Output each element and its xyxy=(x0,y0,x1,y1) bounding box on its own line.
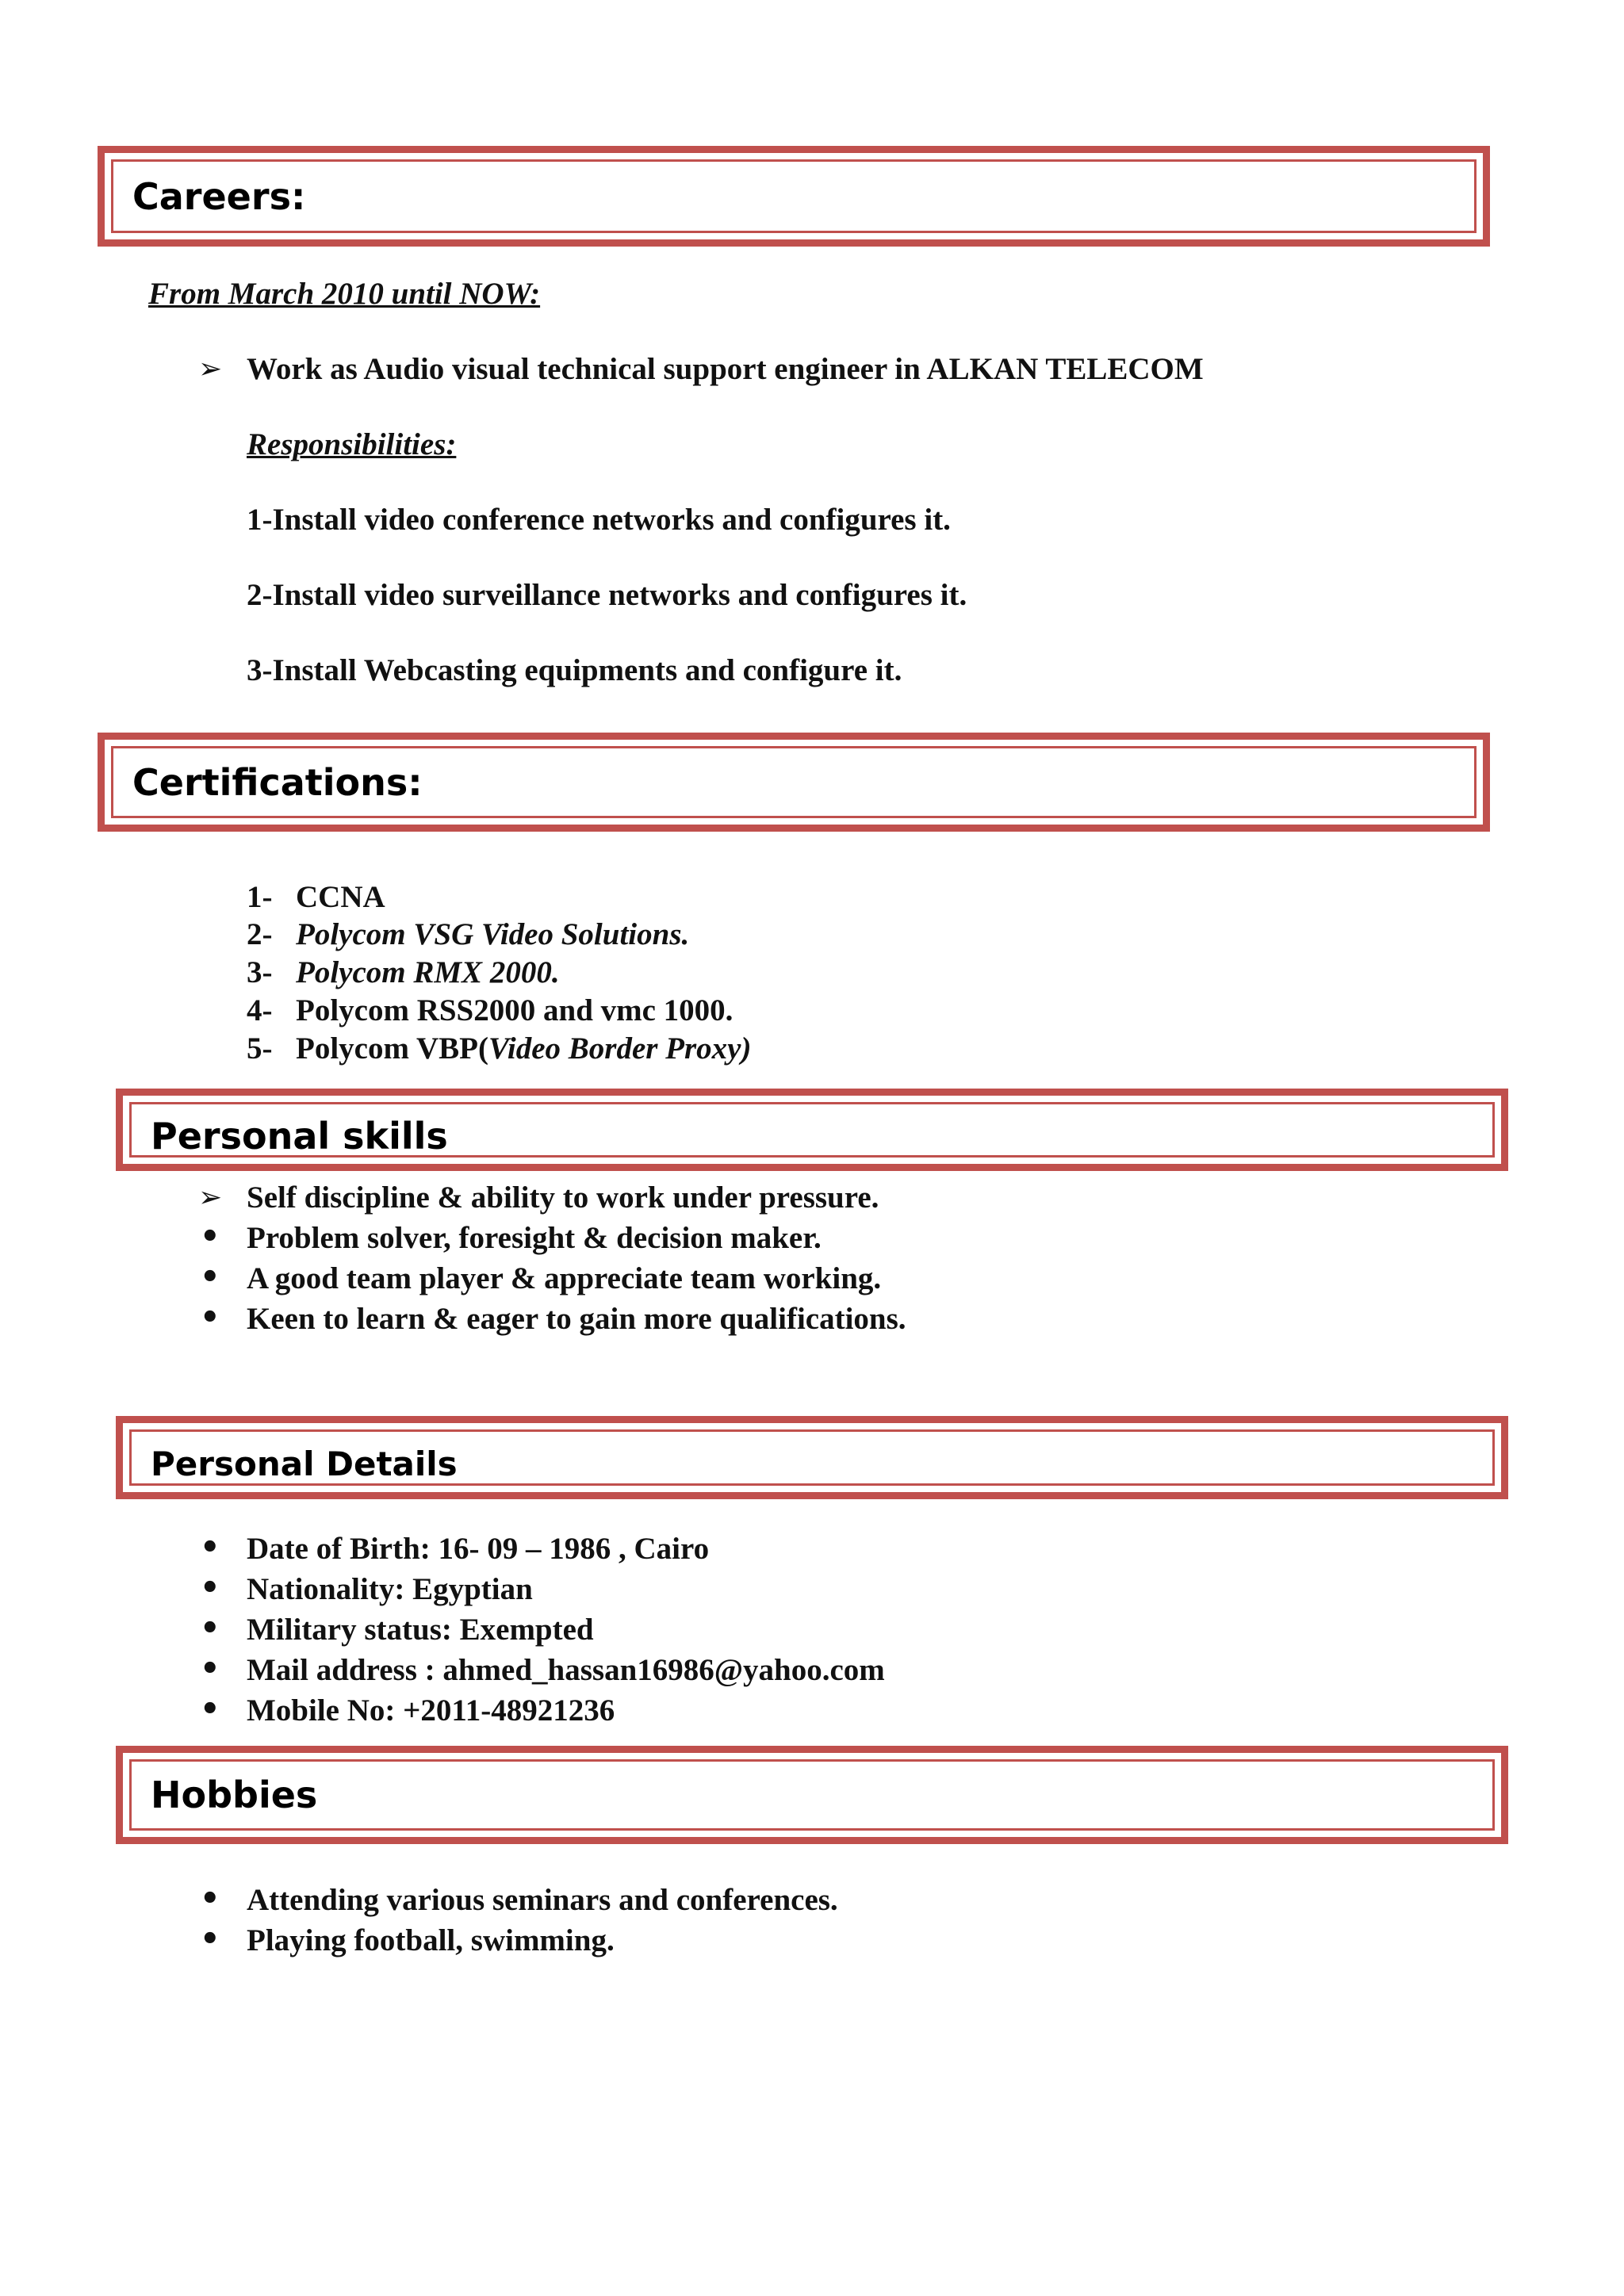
bullet-icon: • xyxy=(200,1259,220,1295)
skill-item: A good team player & appreciate team working. xyxy=(247,1261,882,1295)
cert-number: 3- xyxy=(247,955,273,989)
bullet-icon: • xyxy=(200,1921,220,1957)
arrow-bullet-icon: ➢ xyxy=(198,1181,223,1214)
responsibility-item: 1-Install video conference networks and configures it. xyxy=(247,503,951,537)
detail-item: Mobile No: +2011-48921236 xyxy=(247,1693,615,1728)
detail-item: Mail address : ahmed_hassan16986@yahoo.com xyxy=(247,1653,885,1687)
bullet-icon: • xyxy=(200,1219,220,1255)
skill-item: Self discipline & ability to work under pressure. xyxy=(247,1181,879,1215)
details-header-box xyxy=(116,1416,1508,1499)
cert-number: 2- xyxy=(247,917,273,951)
cert-item-part: Polycom VBP( xyxy=(296,1031,488,1066)
detail-item: Date of Birth: 16- 09 – 1986 , Cairo xyxy=(247,1532,710,1566)
responsibility-item: 2-Install video surveillance networks and configures it. xyxy=(247,578,967,612)
cert-item xyxy=(296,1031,751,1066)
cert-item: Polycom RSS2000 and vmc 1000. xyxy=(296,993,733,1027)
bullet-icon: • xyxy=(200,1651,220,1687)
skill-item: Keen to learn & eager to gain more qualifications. xyxy=(247,1302,906,1336)
bullet-icon: • xyxy=(200,1881,220,1917)
bullet-icon: • xyxy=(200,1299,220,1336)
cert-item: Polycom RMX 2000. xyxy=(296,955,560,989)
bullet-icon: • xyxy=(200,1610,220,1647)
responsibilities-heading: Responsibilities: xyxy=(247,427,457,461)
arrow-bullet-icon: ➢ xyxy=(198,353,223,385)
certifications-header-box xyxy=(98,733,1490,832)
skills-header-box xyxy=(116,1089,1508,1171)
careers-heading: Careers: xyxy=(132,174,306,218)
detail-item: Nationality: Egyptian xyxy=(247,1572,533,1606)
career-period: From March 2010 until NOW: xyxy=(148,277,541,311)
cert-item: CCNA xyxy=(296,880,385,914)
cert-number: 4- xyxy=(247,993,273,1027)
hobby-item: Attending various seminars and conferences. xyxy=(247,1883,838,1917)
bullet-icon: • xyxy=(200,1570,220,1606)
responsibility-item: 3-Install Webcasting equipments and configure it. xyxy=(247,653,902,687)
bullet-icon: • xyxy=(200,1691,220,1728)
cert-number: 5- xyxy=(247,1031,273,1066)
detail-item: Military status: Exempted xyxy=(247,1613,594,1647)
skills-heading: Personal skills xyxy=(151,1115,448,1158)
job-title: Work as Audio visual technical support engineer in ALKAN TELECOM xyxy=(247,352,1204,386)
certifications-heading: Certifications: xyxy=(132,760,423,804)
careers-header-box xyxy=(98,146,1490,247)
details-heading: Personal Details xyxy=(151,1445,458,1483)
skill-item: Problem solver, foresight & decision maker. xyxy=(247,1221,822,1255)
cert-number: 1- xyxy=(247,880,273,914)
hobbies-header-box xyxy=(116,1746,1508,1844)
hobbies-heading: Hobbies xyxy=(151,1774,318,1816)
bullet-icon: • xyxy=(200,1529,220,1566)
cert-item: Polycom VSG Video Solutions. xyxy=(296,917,690,951)
cert-item-part-italic: Video Border Proxy) xyxy=(488,1031,752,1066)
hobby-item: Playing football, swimming. xyxy=(247,1923,615,1957)
